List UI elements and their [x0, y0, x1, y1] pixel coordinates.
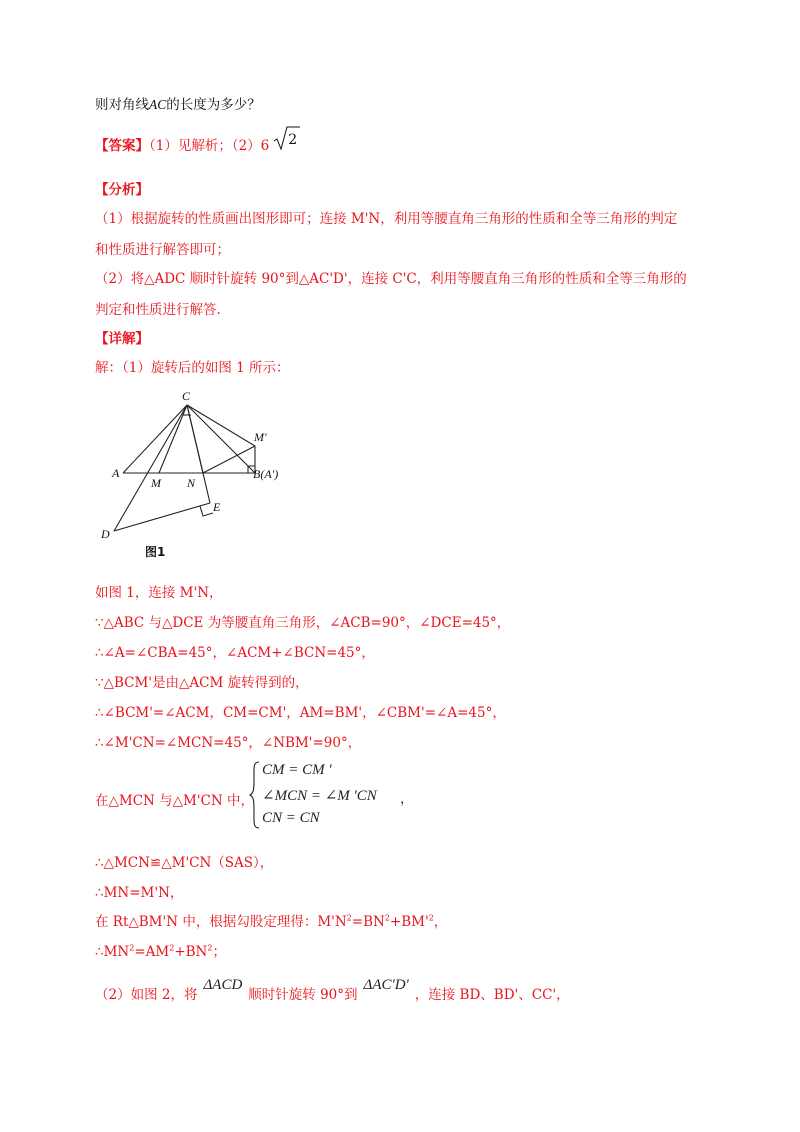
analysis-p2-line2: 判定和性质进行解答. — [95, 302, 221, 318]
system-row-2: ∠MCN = ∠M 'CN — [262, 788, 377, 804]
proof-line-11 — [95, 943, 226, 961]
geometry-figure-1 — [95, 388, 315, 563]
answer-label: 【答案】 — [95, 138, 149, 154]
segment-NM-prime — [203, 446, 255, 473]
proof-line-9: ∴MN=M'N， — [95, 885, 184, 901]
l12-c: ，连接 BD、BD'、CC'， — [414, 987, 570, 1003]
label-C: C — [182, 389, 191, 403]
l10-mid2: +BM' — [389, 914, 429, 930]
detail-label: 【详解】 — [95, 331, 149, 347]
system-row-1: CM = CM ' — [262, 762, 332, 778]
l11-mid2: +BN — [174, 944, 208, 960]
analysis-p1-line1: （1）根据旋转的性质画出图形即可；连接 M'N，利用等腰直角三角形的性质和全等三角形的判定 — [95, 211, 678, 227]
l10-suffix: ， — [433, 914, 448, 930]
label-M: M — [151, 476, 161, 490]
figure-caption: 图1 — [145, 545, 166, 559]
proof-line-8: ∴△MCN≌△M'CN（SAS）， — [95, 855, 274, 871]
system-row-3: CN = CN — [262, 810, 320, 826]
l12-math-2: ΔAC'D' — [363, 977, 409, 993]
left-brace-icon — [248, 760, 262, 830]
analysis-p1-line2: 和性质进行解答即可； — [95, 242, 230, 258]
label-N: N — [187, 476, 196, 490]
segment-CB — [187, 405, 255, 473]
equation-system — [248, 760, 408, 830]
proof-line-2: ∵△ABC 与△DCE 为等腰直角三角形，∠ACB=90°，∠DCE=45°， — [95, 615, 511, 631]
right-angle-E — [200, 506, 213, 516]
answer-text: （1）见解析；（2）6 — [149, 138, 270, 154]
label-B: B(A') — [253, 467, 279, 481]
l10-sup-1: 2 — [346, 913, 352, 923]
sqrt-radicand: 2 — [288, 132, 298, 148]
l11-sup-1: 2 — [129, 943, 135, 953]
detail-intro: 解：（1）旋转后的如图 1 所示： — [95, 360, 290, 376]
l12-b: 顺时针旋转 90°到 — [248, 987, 358, 1003]
proof-line-12 — [95, 977, 570, 1004]
proof-line-10 — [95, 913, 447, 931]
question-var: AC — [149, 97, 167, 112]
sqrt-expression — [273, 132, 298, 155]
l10-sup-2: 2 — [384, 913, 390, 923]
l10-mid1: =BN — [351, 914, 385, 930]
segment-CM — [159, 405, 187, 473]
answer-line — [95, 132, 298, 155]
proof-line-6: ∴∠M'CN=∠MCN=45°，∠NBM'=90°， — [95, 735, 362, 751]
l11-mid1: =AM — [134, 944, 170, 960]
label-A: A — [112, 466, 120, 480]
segment-CD — [114, 405, 187, 531]
analysis-label: 【分析】 — [95, 182, 149, 198]
label-D: D — [101, 527, 110, 541]
question-suffix: 的长度为多少？ — [166, 97, 261, 113]
question-line — [95, 96, 261, 114]
l11-suffix: ； — [212, 944, 226, 960]
proof-line-1: 如图 1，连接 M'N， — [95, 585, 223, 601]
proof-line-3: ∴∠A=∠CBA=45°，∠ACM+∠BCN=45°， — [95, 645, 375, 661]
l12-math-1: ΔACD — [203, 977, 243, 993]
segment-AC — [123, 405, 187, 473]
system-suffix: ， — [400, 791, 414, 807]
l10-sup-3: 2 — [428, 913, 434, 923]
proof-line-4: ∵△BCM'是由△ACM 旋转得到的， — [95, 675, 309, 691]
analysis-p2-line1: （2）将△ADC 顺时针旋转 90°到△AC'D'，连接 C'C，利用等腰直角三角形的性质和全等三角形的 — [95, 271, 687, 287]
l11-sup-2: 2 — [169, 943, 175, 953]
l11-sup-3: 2 — [207, 943, 213, 953]
label-E: E — [213, 500, 221, 514]
proof-line-5: ∴∠BCM'=∠ACM，CM=CM'，AM=BM'，∠CBM'=∠A=45°， — [95, 705, 506, 721]
l11-prefix: ∴MN — [95, 944, 130, 960]
label-M-prime: M' — [254, 430, 267, 444]
l10-prefix: 在 Rt△BM'N 中，根据勾股定理得：M'N — [95, 914, 347, 930]
segment-CM-prime — [187, 405, 255, 446]
l12-a: （2）如图 2，将 — [95, 987, 198, 1003]
question-prefix: 则对角线 — [95, 97, 149, 113]
proof-line-7: 在△MCN 与△M'CN 中， — [95, 793, 254, 809]
